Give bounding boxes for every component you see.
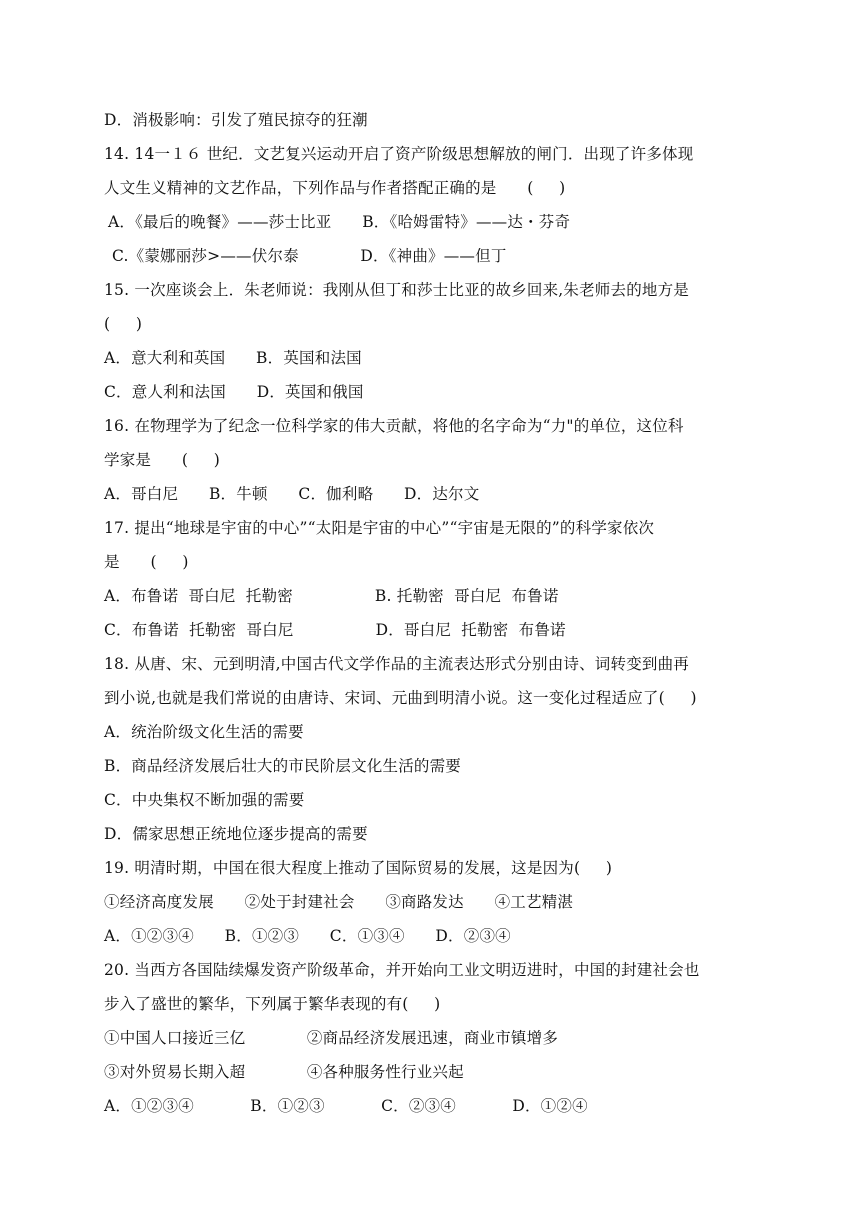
q16-stem-line1: 16. 在物理学为了纪念一位科学家的伟大贡献，将他的名字命为“力"的单位，这位科 <box>104 417 684 435</box>
q20-statements-34: ③对外贸易长期入超 ④各种服务性行业兴起 <box>104 1063 464 1081</box>
q20-stem-line2: 步入了盛世的繁华，下列属于繁华表现的有( ) <box>104 995 441 1013</box>
q18-stem-line1: 18. 从唐、宋、元到明清,中国古代文学作品的主流表达形式分别由诗、词转变到曲再 <box>104 655 690 673</box>
q18-stem-line2: 到小说,也就是我们常说的由唐诗、宋词、元曲到明清小说。这一变化过程适应了( ) <box>104 689 697 707</box>
q18-option-c: C．中央集权不断加强的需要 <box>104 791 305 809</box>
q14-options-cd: C.《蒙娜丽莎>——伏尔泰 D．《神曲》——但丁 <box>112 247 507 265</box>
q18-option-b: B．商品经济发展后壮大的市民阶层文化生活的需要 <box>104 757 461 775</box>
q18-option-d: D．儒家思想正统地位逐步提高的需要 <box>104 825 368 843</box>
q13-option-d: D．消极影响：引发了殖民掠夺的狂潮 <box>104 111 368 129</box>
q15-stem-line2: ( ) <box>104 315 143 333</box>
q14-stem-line2: 人文生义精神的文艺作品，下列作品与作者搭配正确的是 ( ) <box>104 179 566 197</box>
q20-options: A．①②③④ B．①②③ C．②③④ D．①②④ <box>104 1097 588 1115</box>
q15-stem-line1: 15. 一次座谈会上．朱老师说：我刚从但丁和莎士比亚的故乡回来,朱老师去的地方是 <box>104 281 690 299</box>
q20-stem-line1: 20. 当西方各国陆续爆发资产阶级革命，并开始向工业文明迈进时，中国的封建社会也 <box>104 961 700 979</box>
q14-stem-line1: 14. 14一１６ 世纪．文艺复兴运动开启了资产阶级思想解放的闸门．出现了许多体现 <box>104 145 694 163</box>
q16-stem-line2: 学家是 ( ) <box>104 451 220 469</box>
q18-option-a: A．统治阶级文化生活的需要 <box>104 723 304 741</box>
q17-stem-line2: 是 ( ) <box>104 553 189 571</box>
q17-stem-line1: 17. 提出“地球是宇宙的中心”“太阳是宇宙的中心”“宇宙是无限的”的科学家依次 <box>104 519 655 537</box>
q17-options-ab: A．布鲁诺 哥白尼 托勒密 B. 托勒密 哥白尼 布鲁诺 <box>104 587 559 605</box>
q20-statements-12: ①中国人口接近三亿 ②商品经济发展迅速，商业市镇增多 <box>104 1029 559 1047</box>
q19-stem: 19. 明清时期，中国在很大程度上推动了国际贸易的发展，这是因为( ) <box>104 859 613 877</box>
q19-options: A．①②③④ B．①②③ C．①③④ D．②③④ <box>104 927 511 945</box>
q16-options: A．哥白尼 B．牛顿 C．伽利略 D．达尔文 <box>104 485 480 503</box>
q19-statements: ①经济高度发展 ②处于封建社会 ③商路发达 ④工艺精湛 <box>104 893 574 911</box>
q15-options-ab: A．意大利和英国 B．英国和法国 <box>104 349 362 367</box>
q14-options-ab: A．《最后的晚餐》——莎士比亚 B．《哈姆雷特》——达・芬奇 <box>108 213 571 231</box>
q15-options-cd: C．意人利和法国 D．英国和俄国 <box>104 383 364 401</box>
q17-options-cd: C．布鲁诺 托勒密 哥白尼 D．哥白尼 托勒密 布鲁诺 <box>104 621 566 639</box>
